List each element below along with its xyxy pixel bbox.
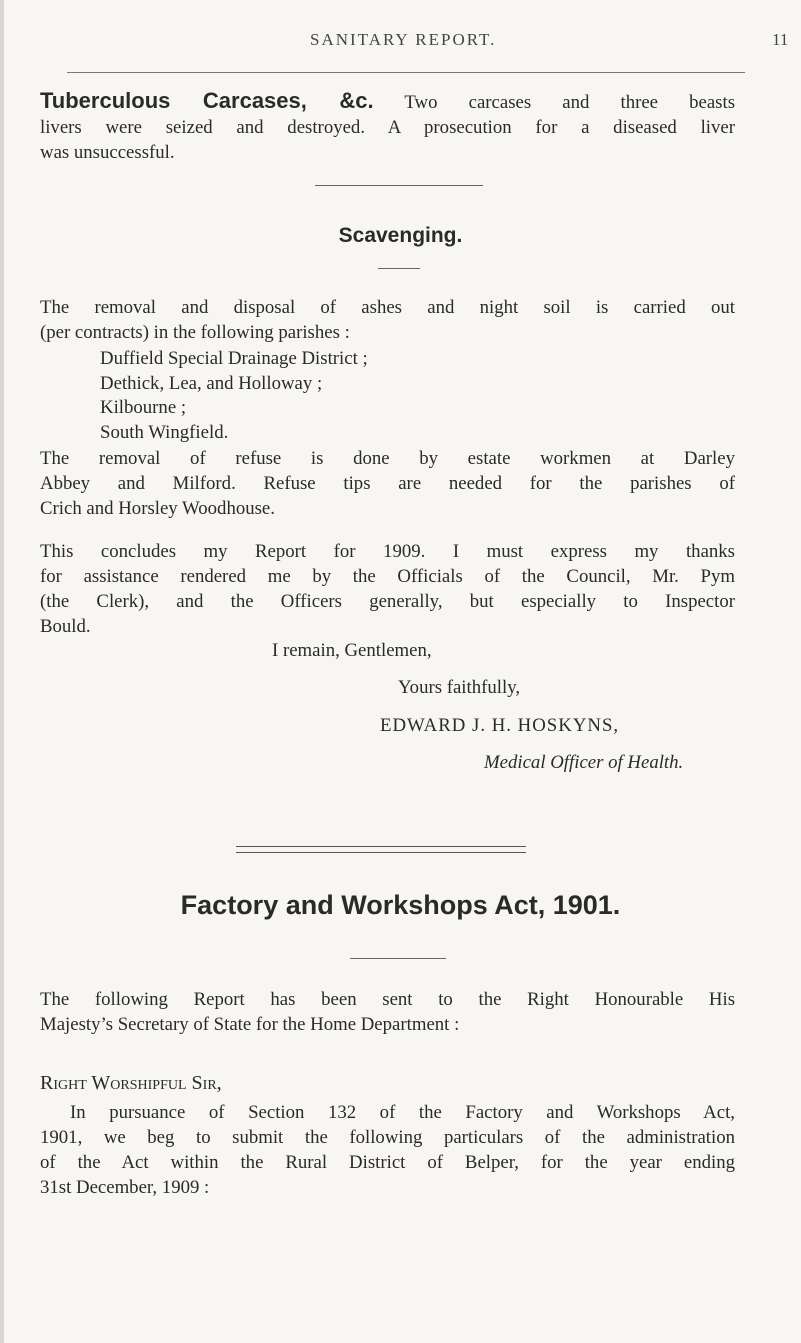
scavenging-intro-line-2: (per contracts) in the following parishes :	[40, 322, 350, 343]
signoff-name: EDWARD J. H. HOSKYNS,	[380, 715, 620, 736]
page-number: 11	[772, 30, 789, 49]
salutation: Right Worshipful Sir,	[40, 1072, 222, 1094]
factory-intro-line-2: Majesty’s Secretary of State for the Home Department :	[40, 1014, 460, 1035]
conclusion-line-4: Bould.	[40, 616, 91, 637]
factory-heading: Factory and Workshops Act, 1901.	[180, 890, 621, 920]
factory-body-line-3: of the Act within the Rural District of Belper, for the year ending	[40, 1152, 735, 1173]
signoff-faithfully: Yours faithfully,	[398, 677, 521, 698]
header-rule	[67, 72, 745, 73]
factory-body	[40, 1100, 735, 1200]
running-title: SANITARY REPORT.	[310, 30, 497, 49]
section-divider-rule	[315, 185, 483, 186]
factory-intro	[40, 987, 735, 1037]
conclusion-line-3: (the Clerk), and the Officers generally, but especially to Inspector	[40, 591, 735, 612]
tuberculous-paragraph	[40, 88, 735, 165]
section-double-rule	[236, 846, 526, 853]
tuberculous-title: Tuberculous Carcases, &c.	[40, 88, 374, 113]
tuberculous-line-1	[40, 88, 735, 115]
refuse-line-3: Crich and Horsley Woodhouse.	[40, 498, 275, 519]
heading-underline-rule	[378, 268, 420, 269]
factory-body-line-2: 1901, we beg to submit the following particulars of the administration	[40, 1127, 735, 1148]
scavenging-intro	[40, 295, 735, 345]
parish-list	[100, 347, 368, 445]
tuberculous-line-1-rest: Two carcases and three beasts	[404, 92, 736, 113]
tuberculous-line-3: was unsuccessful.	[40, 142, 175, 163]
tuberculous-line-2: livers were seized and destroyed. A prosecution for a diseased liver	[40, 117, 735, 138]
parish-item: South Wingfield.	[100, 421, 229, 443]
conclusion-paragraph	[40, 539, 735, 639]
refuse-line-2: Abbey and Milford. Refuse tips are needed for the parishes of	[40, 473, 735, 494]
refuse-paragraph	[40, 446, 735, 521]
factory-body-line-1: In pursuance of Section 132 of the Factory and Workshops Act,	[70, 1102, 735, 1123]
scavenging-heading: Scavenging.	[338, 224, 463, 247]
parish-item: Kilbourne ;	[100, 397, 187, 418]
factory-intro-line-1: The following Report has been sent to the Right Honourable His	[40, 989, 735, 1010]
refuse-line-1: The removal of refuse is done by estate workmen at Darley	[40, 448, 735, 469]
signoff-title: Medical Officer of Health.	[484, 752, 684, 773]
factory-body-line-4: 31st December, 1909 :	[40, 1177, 210, 1198]
page-edge-shadow	[0, 0, 4, 1343]
parish-item: Dethick, Lea, and Holloway ;	[100, 372, 323, 394]
parish-item: Duffield Special Drainage District ;	[100, 348, 368, 369]
conclusion-line-2: for assistance rendered me by the Officials of the Council, Mr. Pym	[40, 566, 735, 587]
conclusion-line-1: This concludes my Report for 1909. I must express my thanks	[40, 541, 735, 562]
scavenging-intro-line-1: The removal and disposal of ashes and night soil is carried out	[40, 297, 735, 318]
signoff-remain: I remain, Gentlemen,	[272, 640, 432, 661]
page-header	[0, 22, 801, 52]
factory-heading-rule	[350, 958, 446, 959]
